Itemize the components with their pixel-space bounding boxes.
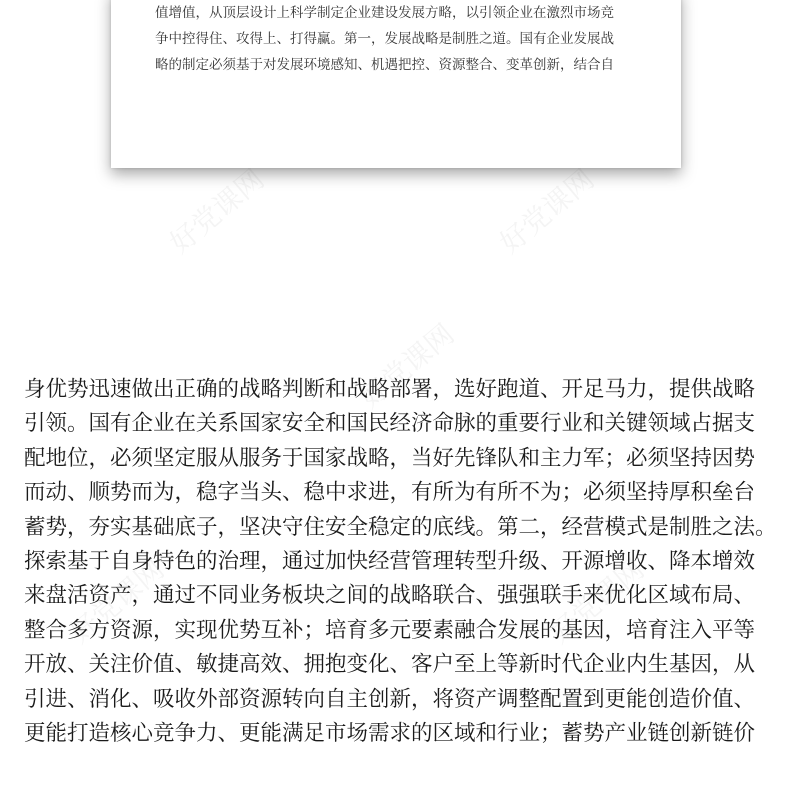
- article-paragraph: [24, 373, 784, 751]
- watermark: 好党课网: [163, 162, 271, 260]
- article-line: 引领。国有企业在关系国家安全和国民经济命脉的重要行业和关键领域占据支: [24, 411, 756, 437]
- article-line: 而动、顺势而为，稳字当头、稳中求进，有所为有所不为；必须坚持厚积垒台: [24, 480, 756, 506]
- watermark: 好党课网: [63, 552, 171, 650]
- article-line: 蓄势，夯实基础底子，坚决守住安全稳定的底线。第二，经营模式是制胜之法。: [24, 514, 777, 540]
- watermark: 好党课网: [493, 162, 601, 260]
- article-line: 更能打造核心竞争力、更能满足市场需求的区域和行业；蓄势产业链创新链价: [24, 721, 756, 747]
- article-line: 来盘活资产，通过不同业务板块之间的战略联合、强强联手来优化区域布局、: [24, 583, 756, 609]
- preview-line: 值增值，从顶层设计上科学制定企业建设发展方略，以引领企业在激烈市场竞: [155, 5, 614, 21]
- watermark: 好党课网: [353, 317, 461, 415]
- document-preview-card: [111, 0, 681, 168]
- preview-paragraph: [155, 0, 655, 78]
- watermark: 好党课网: [543, 552, 651, 650]
- article-line: 配地位，必须坚定服从服务于国家战略，当好先锋队和主力军；必须坚持因势: [24, 445, 756, 471]
- article-line: 开放、关注价值、敏捷高效、拥抱变化、客户至上等新时代企业内生基因，从: [24, 652, 756, 678]
- article-line: 整合多方资源，实现优势互补；培育多元要素融合发展的基因，培育注入平等: [24, 617, 756, 643]
- article-line: 探索基于自身特色的治理，通过加快经营管理转型升级、开源增收、降本增效: [24, 549, 756, 575]
- preview-line: 争中控得住、攻得上、打得赢。第一，发展战略是制胜之道。国有企业发展战: [155, 31, 614, 47]
- article-line: 身优势迅速做出正确的战略判断和战略部署，选好跑道、开足马力，提供战略: [24, 377, 756, 402]
- article-line: 引进、消化、吸收外部资源转向自主创新，将资产调整配置到更能创造价值、: [24, 686, 756, 712]
- preview-line: 略的制定必须基于对发展环境感知、机遇把控、资源整合、变革创新，结合自: [155, 57, 614, 73]
